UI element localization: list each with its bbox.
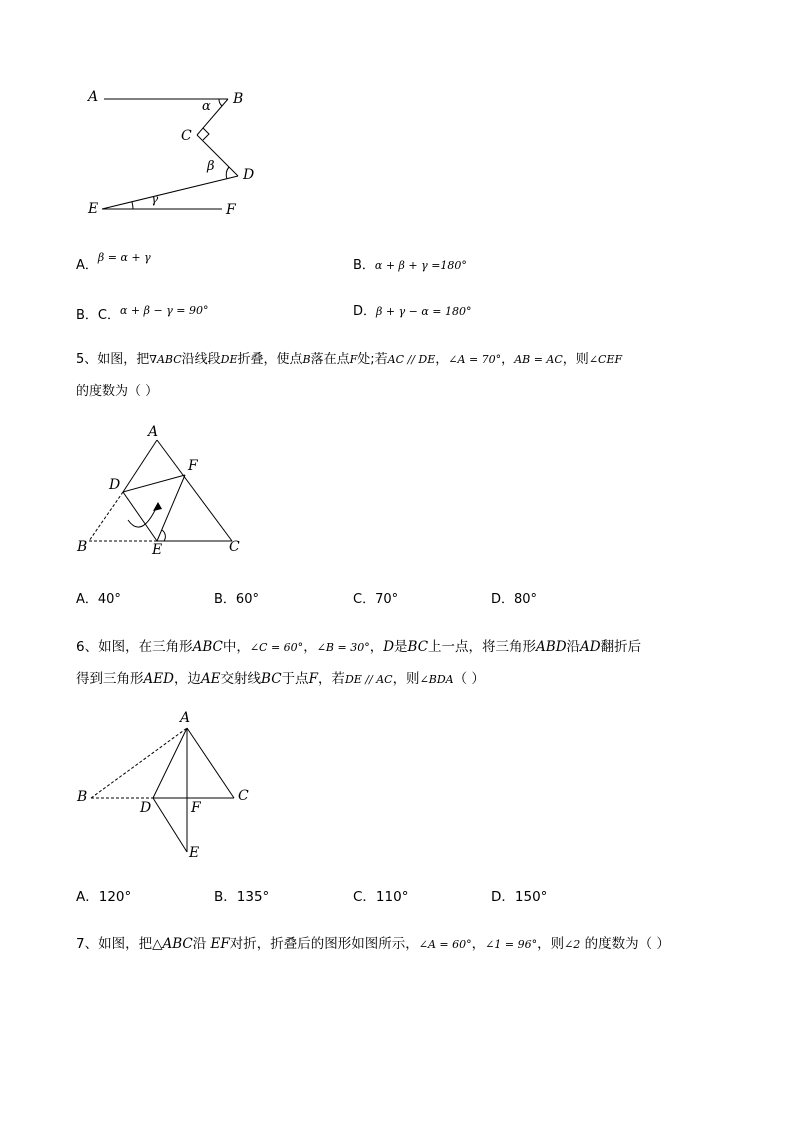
q5-math: AC // DE: [387, 353, 436, 366]
right-angle-mark-c: [203, 128, 209, 140]
label-c: C: [229, 539, 240, 555]
q4-option-a-formula: β = α + γ: [97, 251, 151, 264]
label-beta: β: [207, 159, 215, 174]
q5-stem-line1: [76, 350, 622, 370]
q6-text: 沿: [566, 639, 581, 655]
label-b: B: [77, 789, 88, 805]
q6-text: ，边: [173, 671, 201, 687]
label-a: A: [88, 89, 99, 105]
q7-stem: [76, 934, 670, 955]
figure-zigzag: [80, 85, 280, 225]
q6-text: ，: [369, 639, 384, 655]
q6-math: DE // AC: [344, 673, 393, 686]
q7-text: 的度数为（ ）: [580, 936, 670, 952]
q5-math: ∠A = 70°: [448, 353, 502, 366]
q5-math: F: [349, 353, 358, 366]
q4-option-d-letter: D．: [353, 304, 377, 319]
q5-math: AB = AC: [514, 353, 563, 366]
label-f: F: [226, 202, 236, 218]
label-c: C: [238, 788, 249, 804]
q5-text: ，: [435, 352, 449, 367]
label-a: A: [180, 710, 191, 726]
q5-text: 折叠，使点: [237, 352, 303, 367]
zigzag-diagram: [80, 85, 280, 225]
q4-option-c-formula: α + β − γ = 90°: [120, 304, 209, 317]
side-ac: [157, 440, 232, 541]
q5-text: 沿线段: [181, 352, 221, 367]
q6-text: 于点: [281, 671, 309, 687]
q6-text: 得到三角形: [76, 671, 144, 687]
segment-de: [153, 798, 187, 852]
label-b: B: [233, 91, 244, 107]
q6-math: BC: [407, 639, 429, 655]
q6-math: AD: [580, 639, 601, 655]
q6-text: ，则: [392, 671, 420, 687]
q5-math: ∠CEF: [588, 353, 623, 366]
angle-arc-beta: [226, 167, 229, 179]
q5-option-c: C．70°: [353, 592, 399, 607]
q6-text: 翻折后: [600, 639, 642, 655]
figure-q6-triangle-fold: [72, 708, 262, 868]
label-alpha: α: [202, 99, 211, 114]
q6-math: BC: [261, 671, 282, 687]
q4-option-a-letter: A．: [76, 258, 98, 273]
segment-de: [102, 176, 238, 209]
q6-math: ABD: [536, 639, 567, 655]
q4-option-b-letter: B．: [353, 258, 375, 273]
q6-math: ABC: [192, 639, 223, 655]
q7-text: ，则: [537, 936, 565, 952]
q6-stem-line1: [76, 637, 641, 658]
label-f: F: [191, 800, 201, 816]
q5-text: 落在点: [310, 352, 350, 367]
q6-math: ∠B = 30°: [316, 641, 370, 654]
q6-text: ，: [303, 639, 317, 655]
q6-math: AE: [200, 671, 221, 687]
label-a: A: [148, 424, 159, 440]
angle-arc-e: [162, 530, 165, 541]
q6-option-a: A．120°: [76, 889, 132, 905]
q6-text: 是: [394, 639, 408, 655]
label-e: E: [88, 201, 99, 217]
q5-math: B: [302, 353, 311, 366]
q6-option-b: B．135°: [214, 889, 270, 905]
label-b: B: [77, 539, 88, 555]
label-f: F: [188, 458, 198, 474]
segment-cd: [197, 135, 238, 176]
q6-math: D: [383, 639, 395, 655]
segment-ad: [153, 728, 187, 798]
q6-text: 交射线: [220, 671, 262, 687]
q5-option-b: B．60°: [214, 592, 259, 607]
q5-math: ∇ABC: [149, 353, 182, 366]
angle-arc-alpha: [219, 99, 222, 106]
q7-math: ∠1 = 96°: [485, 938, 538, 951]
q7-text: 7、如图，把: [76, 936, 153, 952]
label-e: E: [189, 845, 200, 861]
q6-stem-line2: [76, 669, 485, 690]
q6-text: 6、如图，在三角形: [76, 639, 193, 655]
q6-option-c: C．110°: [353, 889, 409, 905]
figure-q5-triangle-fold: [70, 422, 250, 562]
q4-option-d-formula: β + γ − α = 180°: [376, 305, 472, 318]
label-c: C: [181, 128, 192, 144]
label-gamma: γ: [151, 192, 159, 206]
q7-text: ，: [471, 936, 486, 952]
q7-math: ∠2: [564, 938, 581, 951]
q5-option-a: A．40°: [76, 592, 121, 607]
q5-text: ，则: [562, 352, 589, 367]
q6-math: ∠BDA: [419, 673, 454, 686]
fold-arrowhead: [153, 502, 162, 511]
q5-option-d: D．80°: [491, 592, 538, 607]
fold-arrow: [128, 504, 158, 527]
q4-option-a: [76, 251, 151, 276]
q5-diagram: [70, 422, 250, 562]
q4-option-b: [353, 256, 467, 276]
q6-text: ，若: [317, 671, 345, 687]
q5-stem-line2: 的度数为（ ）: [76, 384, 159, 399]
label-e: E: [152, 542, 163, 558]
segment-ac: [187, 728, 234, 798]
label-d: D: [109, 477, 121, 493]
q5-math: DE: [220, 353, 238, 366]
q6-text: （ ）: [453, 671, 485, 687]
q6-math: ∠C = 60°: [249, 641, 304, 654]
q4-option-c: [76, 306, 209, 326]
q6-option-d: D．150°: [491, 889, 548, 905]
q6-text: 上一点，将三角形: [428, 639, 537, 655]
q7-math: △ABC: [152, 936, 193, 952]
q6-diagram: [72, 708, 262, 868]
angle-arc-gamma: [132, 202, 133, 209]
q5-text: 5、如图，把: [76, 352, 150, 367]
dashed-ba: [91, 728, 187, 798]
q6-math: F: [308, 671, 318, 687]
q6-math: AED: [143, 671, 174, 687]
dashed-db: [89, 492, 123, 541]
q4-option-b-formula: α + β + γ =180°: [374, 259, 467, 272]
q4-option-d: [353, 302, 472, 322]
q5-text: 处;若: [357, 352, 388, 367]
q5-text: ，: [501, 352, 515, 367]
q6-text: 中，: [222, 639, 250, 655]
q7-text: 沿: [192, 936, 211, 952]
label-d: D: [243, 167, 255, 183]
q7-math: EF: [210, 936, 230, 952]
label-d: D: [140, 800, 152, 816]
q7-text: 对折，折叠后的图形如图所示，: [229, 936, 419, 952]
q4-option-c-letter: B．C．: [76, 308, 120, 323]
q7-math: ∠A = 60°: [418, 938, 472, 951]
